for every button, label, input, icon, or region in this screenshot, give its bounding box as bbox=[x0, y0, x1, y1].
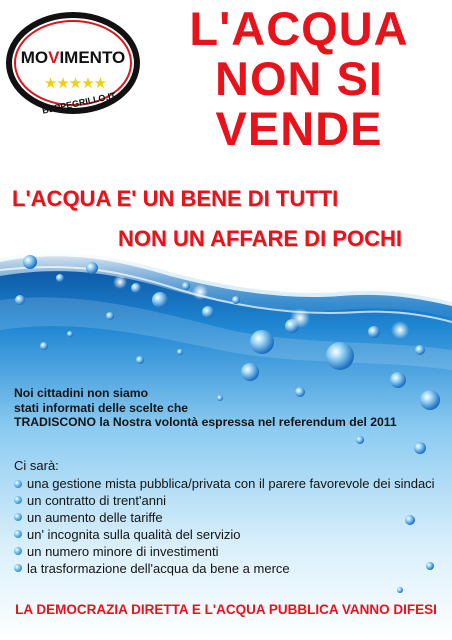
intro-line-1: Noi cittadini non siamo bbox=[14, 386, 149, 400]
logo-wordmark: MOVIMENTO bbox=[20, 48, 126, 67]
bubble-bullet-icon bbox=[14, 564, 22, 572]
bubble-bullet-icon bbox=[14, 547, 22, 555]
logo-stars-icon: ★★★★★ bbox=[43, 75, 107, 92]
footer-slogan: LA DEMOCRAZIA DIRETTA E L'ACQUA PUBBLICA VANNO DIFESI bbox=[15, 602, 437, 617]
logo-url: BEPPEGRILLO.IT bbox=[41, 90, 117, 116]
subheadline-line-1: L'ACQUA E' UN BENE DI TUTTI bbox=[12, 186, 339, 211]
movimento-logo bbox=[4, 10, 142, 116]
intro-line-2: stati informati delle scelte che bbox=[14, 400, 189, 415]
consequences-list bbox=[14, 476, 444, 577]
headline-line-1: L'ACQUA bbox=[189, 2, 409, 55]
intro-line-3: TRADISCONO la Nostra volontà espressa nel referendum del 2011 bbox=[14, 415, 397, 429]
list-item: un numero minore di investimenti bbox=[14, 543, 444, 560]
list-item: un' incognita sulla qualità del servizio bbox=[14, 526, 444, 543]
headline-line-3: VENDE bbox=[215, 102, 383, 155]
bubble-bullet-icon bbox=[14, 513, 22, 521]
list-title: Ci sarà: bbox=[14, 458, 59, 473]
intro-paragraph bbox=[14, 386, 444, 430]
subheadline-line-2: NON UN AFFARE DI POCHI bbox=[118, 226, 402, 251]
list-item: un contratto di trent'anni bbox=[14, 492, 444, 509]
list-item: la trasformazione dell'acqua da bene a merce bbox=[14, 560, 444, 577]
headline-line-2: NON SI bbox=[215, 52, 383, 105]
list-item: una gestione mista pubblica/privata con il parere favorevole dei sindaci bbox=[14, 476, 444, 492]
bubble-bullet-icon bbox=[14, 480, 22, 488]
bubble-bullet-icon bbox=[14, 530, 22, 538]
headline bbox=[148, 4, 450, 154]
list-item: un aumento delle tariffe bbox=[14, 509, 444, 526]
bubble-bullet-icon bbox=[14, 496, 22, 504]
